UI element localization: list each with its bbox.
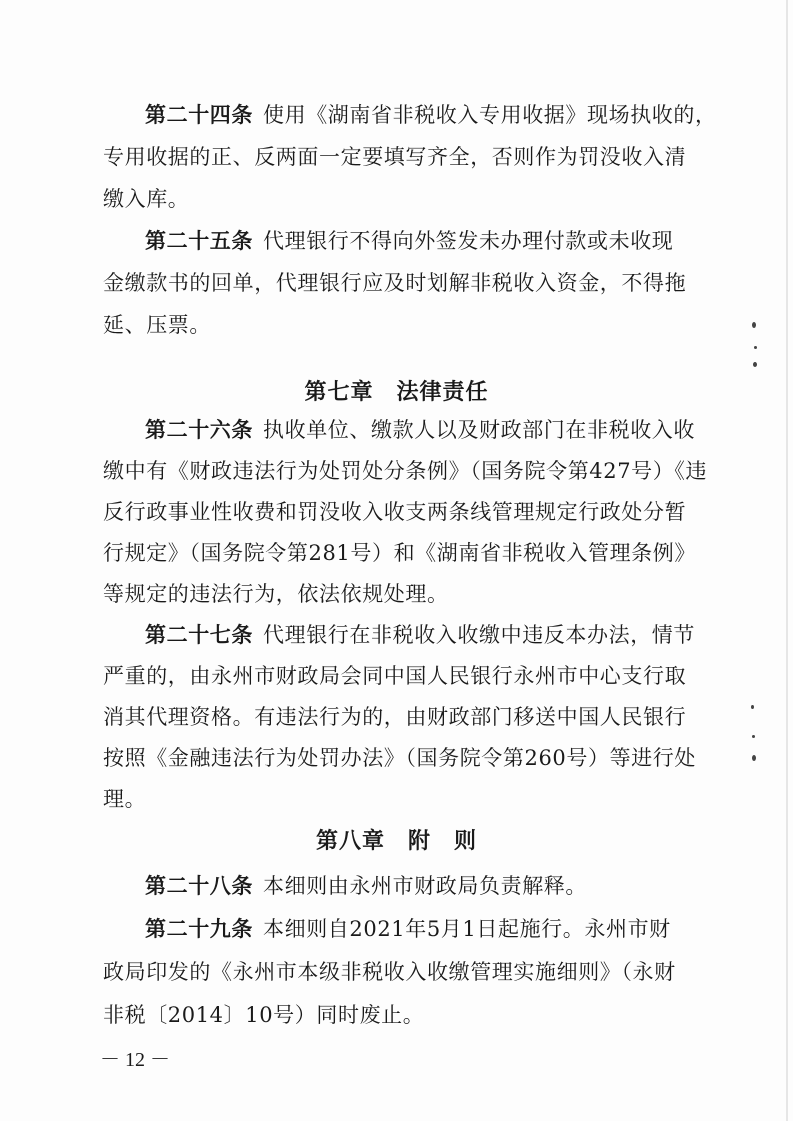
article-24-line-3: 缴入库。 bbox=[103, 187, 190, 211]
article-26-line-1: 第二十六条 执收单位、缴款人以及财政部门在非税收入收 bbox=[145, 417, 695, 442]
scan-edge bbox=[786, 0, 788, 1121]
article-28-label: 第二十八条 bbox=[145, 873, 253, 898]
article-29-line-3: 非税〔2014〕10号）同时废止。 bbox=[103, 1003, 425, 1027]
scan-speck bbox=[751, 705, 754, 709]
scan-speck bbox=[754, 346, 757, 349]
scan-speck bbox=[752, 735, 755, 738]
article-26-line-3: 反行政事业性收费和罚没收入收支两条线管理规定行政处分暂 bbox=[103, 500, 687, 524]
article-25-line-3: 延、压票。 bbox=[103, 313, 211, 337]
article-28-line-1: 第二十八条 本细则由永州市财政局负责解释。 bbox=[145, 873, 587, 898]
article-24-line-2: 专用收据的正、反两面一定要填写齐全，否则作为罚没收入清 bbox=[103, 145, 687, 169]
article-26-line-4: 行规定》（国务院令第281号）和《湖南省非税收入管理条例》 bbox=[103, 541, 696, 565]
article-29-line-2: 政局印发的《永州市本级非税收入收缴管理实施细则》（永财 bbox=[103, 960, 676, 984]
article-27-line-3: 消其代理资格。有违法行为的，由财政部门移送中国人民银行 bbox=[103, 705, 687, 729]
article-29-label: 第二十九条 bbox=[145, 916, 253, 941]
article-27-line-2: 严重的，由永州市财政局会同中国人民银行永州市中心支行取 bbox=[103, 664, 687, 688]
article-24-line-1: 第二十四条 使用《湖南省非税收入专用收据》现场执收的， bbox=[145, 102, 717, 127]
article-25-label: 第二十五条 bbox=[145, 228, 253, 253]
article-26-line-2: 缴中有《财政违法行为处罚处分条例》（国务院令第427号）《违 bbox=[103, 459, 708, 483]
article-25-line-1: 第二十五条 代理银行不得向外签发未办理付款或未收现 bbox=[145, 228, 674, 253]
article-27-line-1: 第二十七条 代理银行在非税收入收缴中违反本办法，情节 bbox=[145, 622, 695, 647]
article-27-label: 第二十七条 bbox=[145, 622, 253, 647]
scan-speck bbox=[752, 755, 756, 761]
article-26-line-5: 等规定的违法行为，依法依规处理。 bbox=[103, 582, 449, 606]
article-29-line-1: 第二十九条 本细则自2021年5月1日起施行。永州市财 bbox=[145, 916, 671, 941]
article-27-line-4: 按照《金融违法行为处罚办法》（国务院令第260号）等进行处 bbox=[103, 746, 696, 770]
article-25-line-2: 金缴款书的回单，代理银行应及时划解非税收入资金，不得拖 bbox=[103, 271, 687, 295]
chapter-7-heading: 第七章 法律责任 bbox=[304, 380, 489, 405]
scan-speck bbox=[753, 362, 757, 367]
chapter-8-heading: 第八章 附 则 bbox=[315, 829, 477, 854]
scan-speck bbox=[752, 322, 756, 328]
article-26-label: 第二十六条 bbox=[145, 417, 253, 442]
article-27-line-5: 理。 bbox=[103, 787, 147, 811]
article-24-label: 第二十四条 bbox=[145, 102, 253, 127]
page-number: － 12 － bbox=[100, 1049, 170, 1071]
